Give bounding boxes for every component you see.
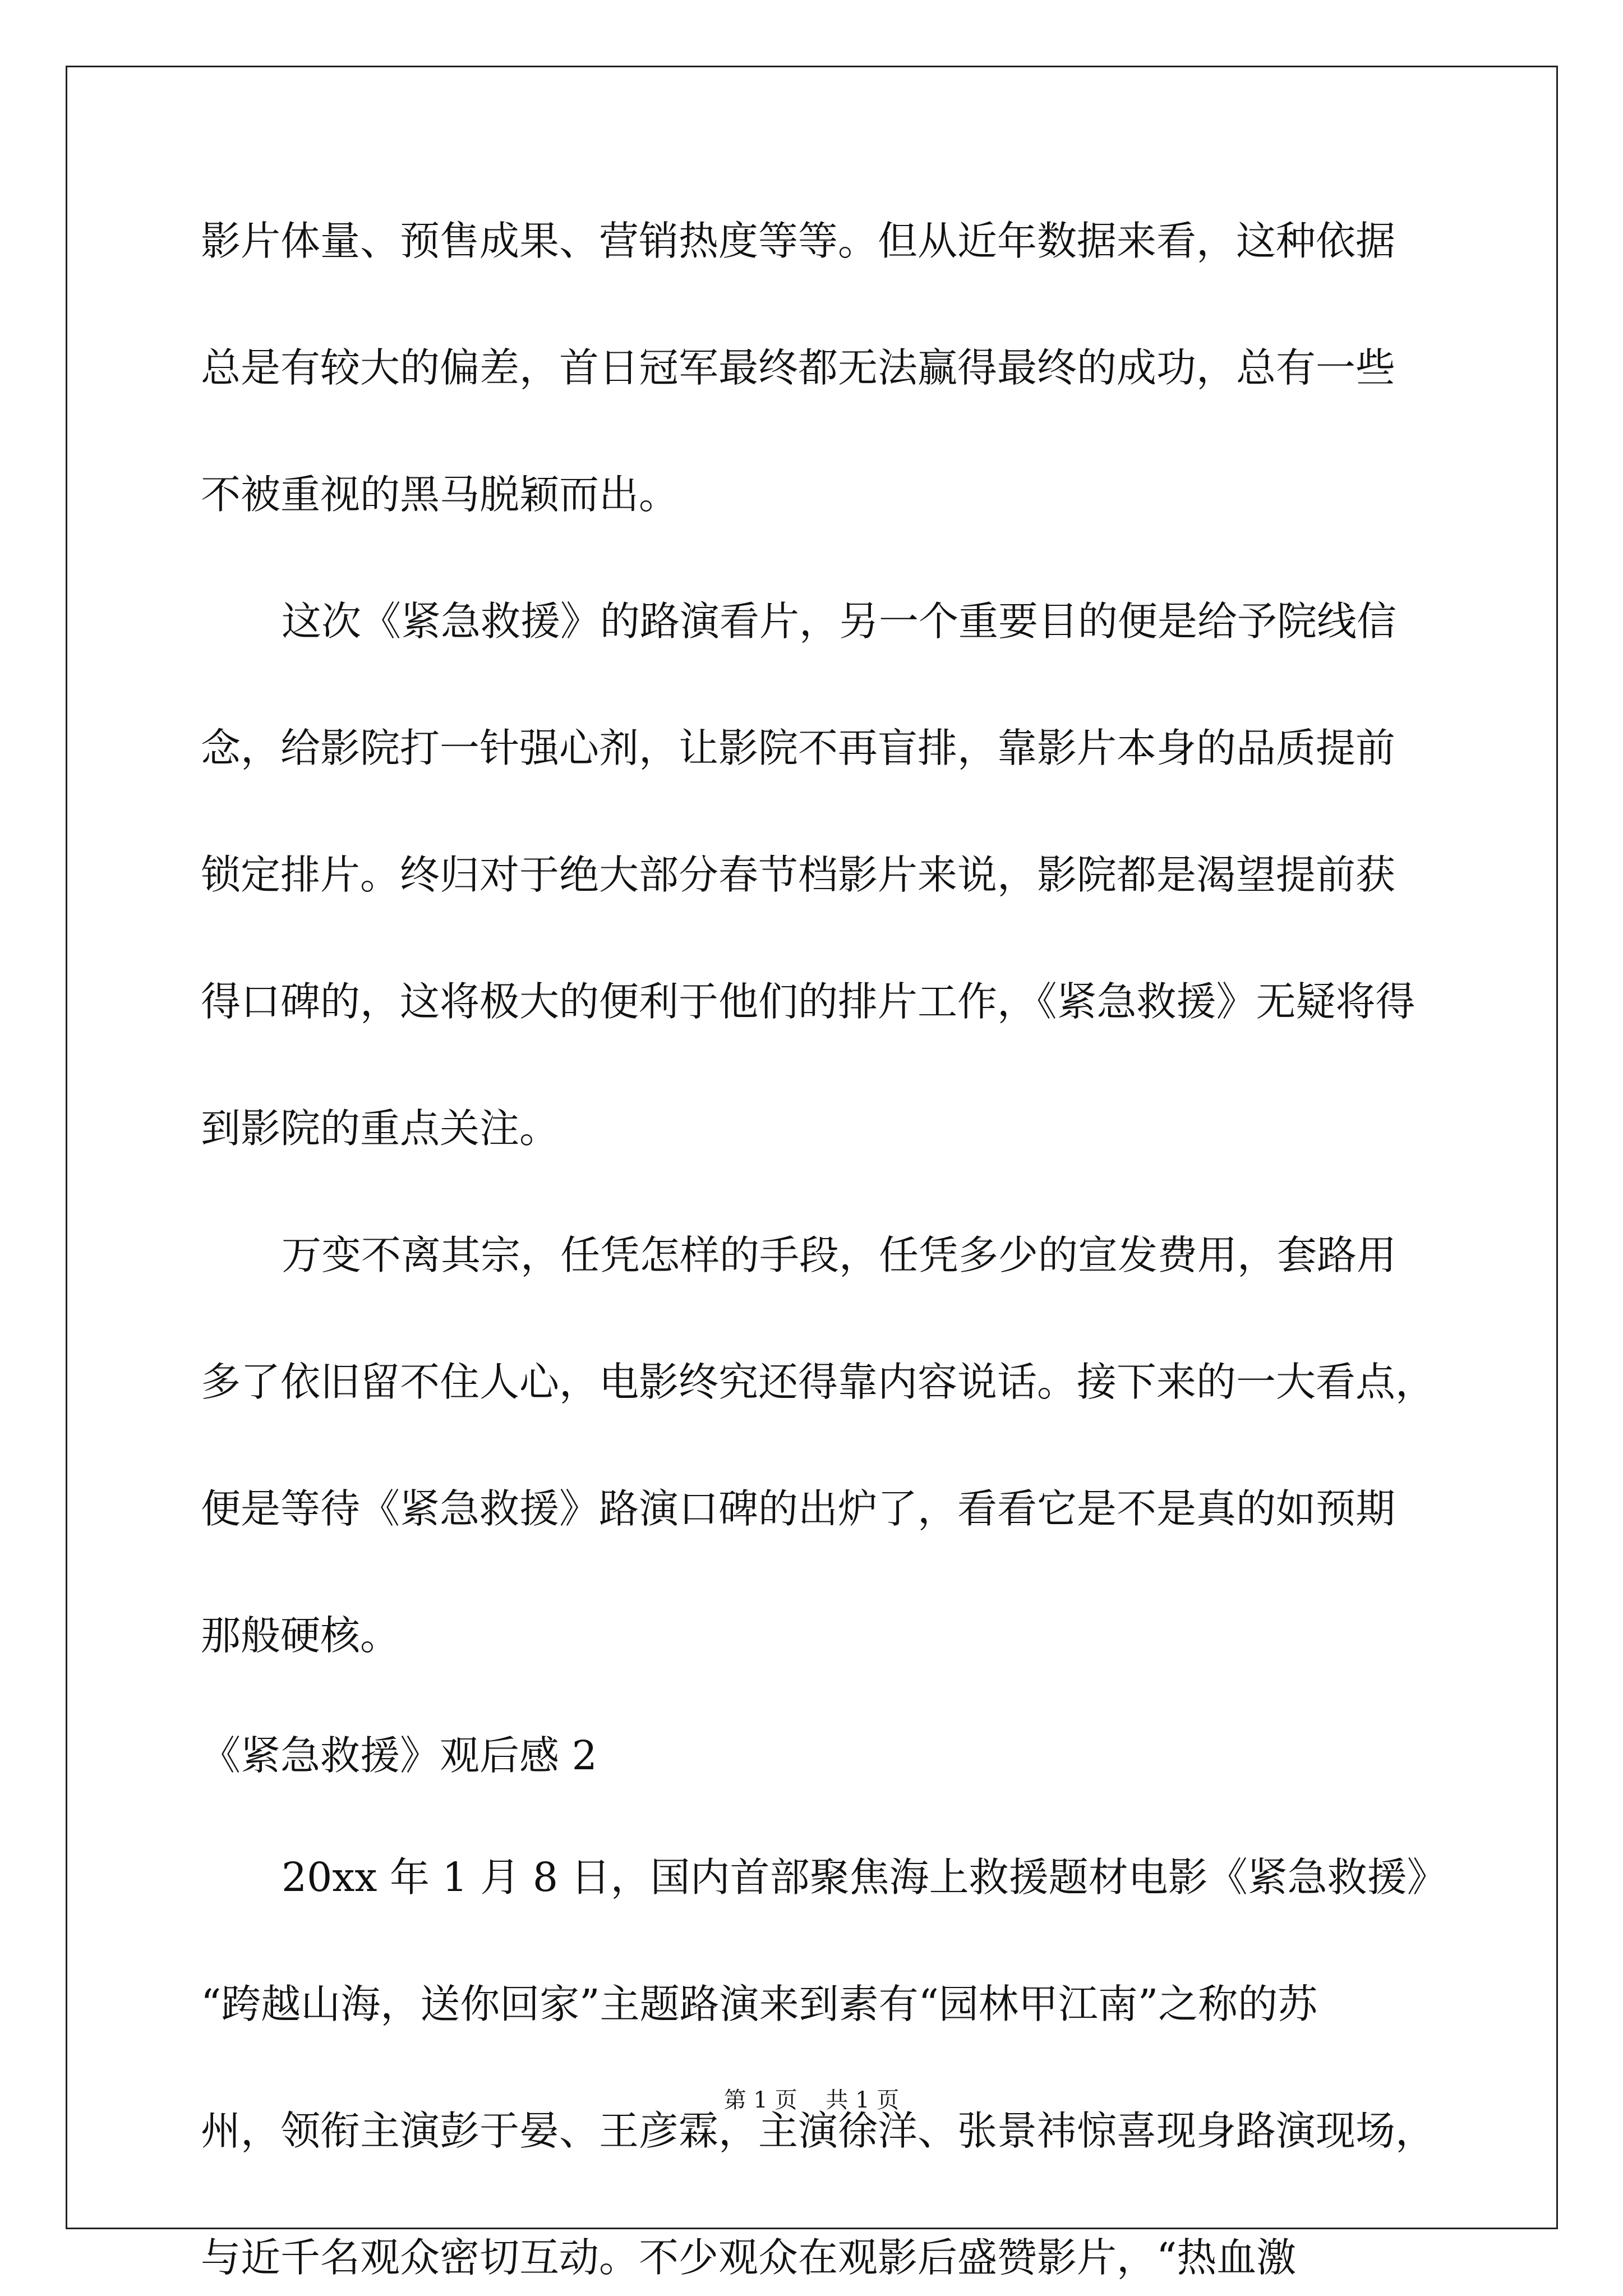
page-footer: 第 1 页 共 1 页 <box>723 2087 900 2113</box>
text-line: “跨越山海，送你回家”主题路演来到素有“园林甲江南”之称的苏 <box>201 1981 1318 2027</box>
text-line: 总是有较大的偏差，首日冠军最终都无法赢得最终的成功，总有一些 <box>201 344 1396 391</box>
paragraph-start-line: 20xx 年 1 月 8 日，国内首部聚焦海上救援题材电影《紧急救援》 <box>282 1854 1447 1901</box>
text-line: 锁定排片。终归对于绝大部分春节档影片来说，影院都是渴望提前获 <box>201 852 1396 898</box>
text-line: 影片体量、预售成果、营销热度等等。但从近年数据来看，这种依据 <box>201 218 1396 264</box>
text-line: 那般硬核。 <box>201 1612 400 1659</box>
paragraph-start-line: 万变不离其宗，任凭怎样的手段，任凭多少的宣发费用，套路用 <box>282 1232 1397 1278</box>
text-line: 多了依旧留不住人心，电影终究还得靠内容说话。接下来的一大看点， <box>201 1359 1436 1405</box>
text-line: 便是等待《紧急救援》路演口碑的出炉了，看看它是不是真的如预期 <box>201 1485 1396 1532</box>
text-line: 得口碑的，这将极大的便利于他们的排片工作，《紧急救援》无疑将得 <box>201 978 1415 1025</box>
text-line: 到影院的重点关注。 <box>201 1105 560 1152</box>
text-line: 不被重视的黑马脱颖而出。 <box>201 471 679 518</box>
text-line: 州，领衔主演彭于晏、王彦霖，主演徐洋、张景祎惊喜现身路演现场， <box>201 2108 1436 2154</box>
text-line: 念，给影院打一针强心剂，让影院不再盲排，靠影片本身的品质提前 <box>201 725 1396 771</box>
text-line: 与近千名观众密切互动。不少观众在观影后盛赞影片，“热血激 <box>201 2234 1297 2281</box>
paragraph-start-line: 这次《紧急救援》的路演看片，另一个重要目的便是给予院线信 <box>282 598 1397 645</box>
section-title: 《紧急救援》观后感 2 <box>201 1732 597 1779</box>
